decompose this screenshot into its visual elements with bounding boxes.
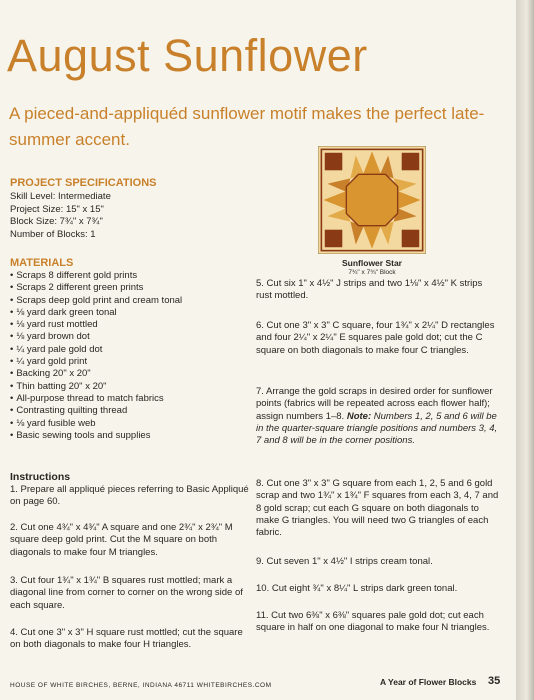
step-10: 10. Cut eight ¾" x 8¼" L strips dark green tonal. [256,583,458,594]
step-7-note-label: Note: [346,410,372,422]
corner-square [325,153,343,171]
sunflower-star-block-figure [318,146,426,276]
sunflower-star-block-illustration [318,146,426,254]
corner-square [325,230,343,248]
step-7-note: Numbers 1, 2, 5 and 6 will be in the quarter-square triangle positions and numbers 3, 4, 7 and 8 will be in the corner positions. [256,410,498,447]
page-title: August Sunflower [7,30,368,81]
step-9: 9. Cut seven 1" x 4½" I strips cream tonal. [256,556,433,567]
spec-block-size: Block Size: 7¾" x 7¾" [10,216,103,227]
list-item: • Contrasting quilting thread [10,405,182,417]
step-3: 3. Cut four 1¾" x 1¾" B squares rust mottled; mark a diagonal line from corner to corner on the wrong side of each square. [10,575,243,611]
list-item: • Scraps 2 different green prints [10,282,182,294]
step-7 [256,386,500,447]
block-caption: Sunflower Star [342,258,402,268]
step-6: 6. Cut one 3" x 3" C square, four 1¾" x 2¼" D rectangles and four 2¼" x 2¼" E squares pale gold dot; cut the C square on both diagonals to make four C triangles. [256,320,495,356]
publisher-footer: HOUSE OF WHITE BIRCHES, BERNE, INDIANA 46711 WHITEBIRCHES.COM [10,682,272,689]
list-item: • ⅛ yard dark green tonal [10,307,182,319]
spec-number-of-blocks: Number of Blocks: 1 [10,228,96,240]
block-size-label: 7¾" x 7¾" Block [348,269,396,276]
step-5: 5. Cut six 1" x 4½" J strips and two 1⅛" x 4½" K strips rust mottled. [256,278,483,302]
step-8: 8. Cut one 3" x 3" G square from each 1, 2, 5 and 6 gold scrap and two 1¾" x 1¾" F squares from each 3, 4, 7 and 8 gold scrap; cut each G square on both diagonals to make G triangles. You will need two G triangles of each fabric. [256,478,499,539]
corner-square [402,153,420,171]
instructions-heading: Instructions [10,471,71,483]
project-specs-heading: PROJECT SPECIFICATIONS [10,177,157,189]
spec-skill-level: Skill Level: Intermediate [10,191,111,202]
list-item: • Scraps 8 different gold prints [10,270,182,282]
book-spine-shadow [516,0,534,700]
spec-project-size: Project Size: 15" x 15" [10,203,104,215]
list-item: • ¼ yard pale gold dot [10,344,182,356]
step-7-text: 7. Arrange the gold scraps in desired order for sunflower points (fabrics will be repeated across each flower half); assign numbers 1–8. [256,386,493,422]
list-item: • ⅛ yard rust mottled [10,319,182,331]
page-number: 35 [488,675,501,687]
sunflower-center [346,174,397,225]
step-11: 11. Cut two 6⅜" x 6⅜" squares pale gold dot; cut each square in half on one diagonal to make four N triangles. [256,610,490,634]
list-item: • Scraps deep gold print and cream tonal [10,295,182,307]
step-2: 2. Cut one 4¾" x 4¾" A square and one 2¾" x 2¾" M square deep gold print. Cut the M square on both diagonals to make four M triangles. [10,522,233,558]
project-specs [10,191,111,241]
list-item: • Thin batting 20" x 20" [10,381,182,393]
materials-heading: MATERIALS [10,257,74,269]
list-item: • ⅛ yard fusible web [10,418,182,430]
list-item: • ⅛ yard brown dot [10,331,182,343]
corner-square [402,230,420,248]
materials-list [10,270,182,442]
list-item: • Backing 20" x 20" [10,368,182,380]
list-item: • All-purpose thread to match fabrics [10,393,182,405]
page-subtitle: A pieced-and-appliquéd sunflower motif makes the perfect late-summer accent. [9,104,485,149]
step-4: 4. Cut one 3" x 3" H square rust mottled; cut the square on both diagonals to make four H triangles. [10,627,243,651]
book-title-footer: A Year of Flower Blocks [380,677,477,687]
list-item: • ¼ yard gold print [10,356,182,368]
step-1: 1. Prepare all appliqué pieces referring to Basic Appliqué on page 60. [10,484,249,508]
list-item: • Basic sewing tools and supplies [10,430,182,442]
